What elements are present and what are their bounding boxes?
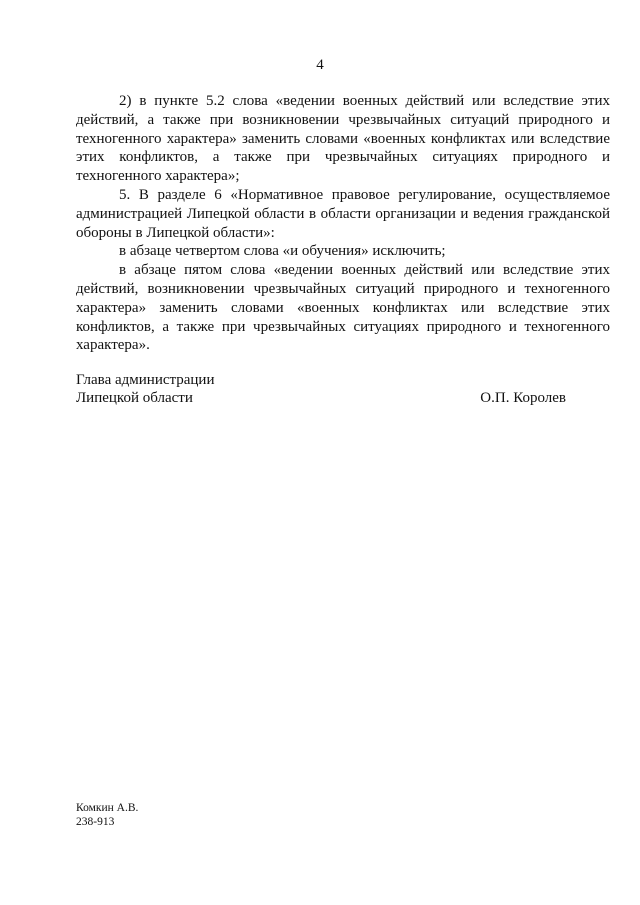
page-number: 4: [316, 57, 324, 73]
signature-block: [76, 371, 610, 407]
footer-author: Комкин А.В.: [76, 802, 139, 814]
paragraph-abzac-4: в абзаце четвертом слова «и обучения» исключить;: [119, 243, 446, 260]
paragraph-item-5: 5. В разделе 6 «Нормативное правовое регулирование, осуществляемое администрацией Липецкой области в области организации и ведения гражданской обороны в Липецкой области»:: [76, 186, 610, 241]
footer-contact: [76, 801, 138, 829]
signatory-title-line1: Глава администрации: [76, 372, 215, 388]
signatory-name: О.П. Королев: [480, 390, 566, 406]
document-body: [76, 92, 610, 355]
footer-phone: 238-913: [76, 816, 115, 828]
paragraph-abzac-5: в абзаце пятом слова «ведении военных действий или вследствие этих действий, возникновении чрезвычайных ситуаций природного и техногенного характера» заменить словами «военных конфликтах или вследствие этих конфликтов, а также при чрезвычайных ситуациях природного и техногенного характера».: [76, 262, 610, 354]
signatory-title-line2: Липецкой области: [76, 390, 193, 406]
paragraph-item-2: 2) в пункте 5.2 слова «ведении военных действий или вследствие этих действий, а также при возникновении чрезвычайных ситуаций природного и техногенного характера» заменить словами «военных конфликтах или вследствие этих конфликтов, а также при чрезвычайных ситуациях природного и техногенного характера»;: [76, 93, 610, 185]
